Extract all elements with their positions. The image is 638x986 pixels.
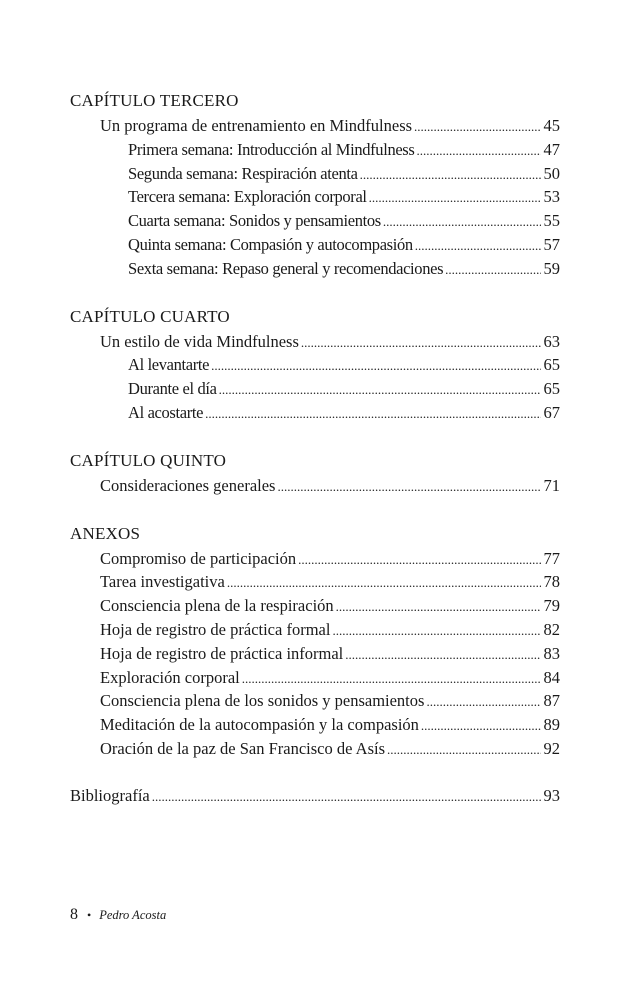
toc-entry-label: Consciencia plena de los sonidos y pensamientos (100, 691, 425, 711)
toc-entry[interactable] (70, 162, 560, 186)
dot-leader (387, 738, 541, 762)
toc-entry-page: 67 (543, 402, 560, 422)
toc-entry-label: Quinta semana: Compasión y autocompasión (128, 234, 413, 254)
toc-entry-page: 63 (543, 331, 560, 351)
toc-entry-label: Hoja de registro de práctica formal (100, 619, 331, 639)
section-bibliografia (70, 784, 560, 808)
toc-entry-page: 89 (543, 715, 560, 735)
toc-entry-page: 53 (543, 187, 560, 207)
toc-entry-label: Cuarta semana: Sonidos y pensamientos (128, 211, 381, 231)
dot-leader (301, 331, 541, 355)
toc-entry-label: Consciencia plena de la respiración (100, 596, 334, 616)
section-title: CAPÍTULO TERCERO (70, 91, 239, 110)
toc-entry[interactable] (70, 594, 560, 618)
toc-entry[interactable] (70, 377, 560, 401)
dot-leader (219, 378, 541, 402)
toc-entry[interactable] (70, 114, 560, 138)
toc-entry-label: Al levantarte (128, 355, 210, 375)
toc-entry[interactable] (70, 737, 560, 761)
section-anexos (70, 521, 560, 761)
toc-entry-label: Exploración corporal (100, 667, 240, 687)
toc-entry-label: Segunda semana: Respiración atenta (128, 163, 358, 183)
section-capitulo-cuarto (70, 304, 560, 425)
toc-entry[interactable] (70, 666, 560, 690)
toc-entry[interactable] (70, 401, 560, 425)
dot-leader (414, 115, 540, 139)
toc-entry-label: Tercera semana: Exploración corporal (128, 187, 367, 207)
toc-entry[interactable] (70, 474, 560, 498)
dot-leader (298, 548, 540, 572)
dot-leader (242, 667, 541, 691)
toc-entry-page: 82 (543, 619, 560, 639)
toc-entry-page: 59 (543, 258, 560, 278)
toc-entry[interactable] (70, 138, 560, 162)
toc-entry-page: 50 (543, 163, 560, 183)
section-capitulo-quinto (70, 448, 560, 498)
dot-leader (332, 619, 540, 643)
dot-leader (205, 402, 540, 426)
toc-entry[interactable] (70, 233, 560, 257)
dot-leader (211, 354, 540, 378)
toc-entry[interactable] (70, 713, 560, 737)
dot-leader (227, 571, 541, 595)
toc-entry-page: 55 (543, 211, 560, 231)
page-number: 8 (70, 906, 78, 923)
toc-entry-page: 79 (543, 596, 560, 616)
toc-entry-label: Compromiso de participación (100, 548, 297, 568)
dot-leader (416, 139, 540, 163)
dot-leader (383, 210, 541, 234)
toc-entry-page: 45 (543, 116, 560, 135)
toc-entry-label: Meditación de la autocompasión y la compasión (100, 715, 419, 735)
toc-entry-label: Tarea investigativa (100, 572, 225, 592)
dot-leader (369, 186, 541, 210)
section-title: ANEXOS (70, 523, 141, 543)
dot-leader (360, 163, 541, 187)
toc-entry[interactable] (70, 185, 560, 209)
toc-entry[interactable] (70, 330, 560, 354)
toc-entry-label: Un programa de entrenamiento en Mindfulness (100, 116, 413, 135)
dot-leader (445, 258, 540, 282)
toc-entry[interactable] (70, 547, 560, 571)
dot-leader (345, 643, 540, 667)
toc-entry-label: Hoja de registro de práctica informal (100, 643, 344, 663)
toc-entry-page: 92 (543, 738, 560, 758)
page-footer (70, 905, 166, 925)
toc-entry-page: 93 (543, 785, 560, 805)
toc-entry-label: Durante el día (128, 379, 217, 399)
toc-entry-label: Consideraciones generales (100, 475, 276, 495)
dot-leader (415, 234, 541, 258)
toc-entry-page: 71 (543, 475, 560, 495)
section-capitulo-tercero (70, 88, 560, 281)
toc-entry-page: 78 (543, 572, 560, 592)
footer-author: Pedro Acosta (99, 908, 167, 922)
dot-leader (336, 595, 541, 619)
toc-entry-label: Primera semana: Introducción al Mindfulness (128, 139, 415, 159)
toc-entry-label: Bibliografía (70, 785, 150, 805)
toc-entry-bibliografia[interactable] (70, 784, 560, 808)
section-title: CAPÍTULO CUARTO (70, 306, 230, 326)
toc-entry-page: 77 (543, 548, 560, 568)
toc-entry-page: 57 (543, 234, 560, 254)
toc-entry[interactable] (70, 618, 560, 642)
toc-entry[interactable] (70, 257, 560, 281)
toc-entry-page: 65 (543, 355, 560, 375)
footer-bullet: • (87, 908, 92, 922)
toc-entry-page: 87 (543, 691, 560, 711)
toc-entry-label: Un estilo de vida Mindfulness (100, 331, 299, 351)
dot-leader (277, 475, 540, 499)
toc-entry[interactable] (70, 642, 560, 666)
toc-entry-page: 83 (543, 643, 560, 663)
toc-entry-label: Al acostarte (128, 402, 204, 422)
toc-entry[interactable] (70, 689, 560, 713)
toc-entry[interactable] (70, 209, 560, 233)
toc-entry[interactable] (70, 353, 560, 377)
toc-entry-page: 65 (543, 379, 560, 399)
toc-entry-page: 84 (543, 667, 560, 687)
section-title: CAPÍTULO QUINTO (70, 450, 227, 470)
toc-entry-label: Oración de la paz de San Francisco de Asís (100, 738, 385, 758)
table-of-contents (70, 88, 560, 831)
dot-leader (152, 785, 541, 809)
dot-leader (421, 714, 541, 738)
dot-leader (426, 690, 540, 714)
toc-entry[interactable] (70, 570, 560, 594)
toc-entry-page: 47 (543, 139, 560, 159)
toc-entry-label: Sexta semana: Repaso general y recomendaciones (128, 258, 444, 278)
